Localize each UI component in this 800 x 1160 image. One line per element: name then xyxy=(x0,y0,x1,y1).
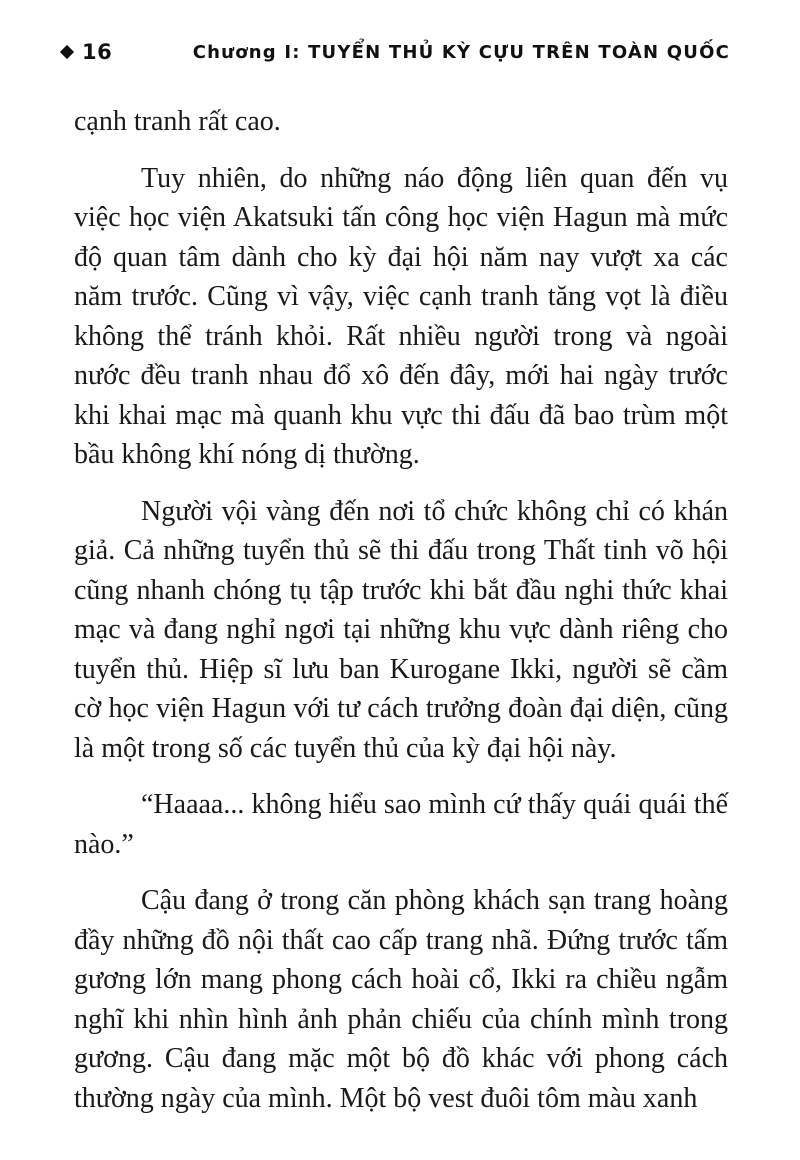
page-header xyxy=(62,34,730,70)
diamond-bullet-icon xyxy=(60,45,74,59)
page-number: 16 xyxy=(82,40,113,64)
paragraph: Cậu đang ở trong căn phòng khách sạn trang hoàng đầy những đồ nội thất cao cấp trang nhã. Đứng trước tấm gương lớn mang phong cách hoài cổ, Ikki ra chiều ngẫm nghĩ khi nhìn hình ảnh phản chiếu của chính mình trong gương. Cậu đang mặc một bộ đồ khác với phong cách thường ngày của mình. Một bộ vest đuôi tôm màu xanh xyxy=(74,885,728,1114)
paragraph: Người vội vàng đến nơi tổ chức không chỉ có khán giả. Cả những tuyển thủ sẽ thi đấu trong Thất tinh võ hội cũng nhanh chóng tụ tập trước khi bắt đầu nghi thức khai mạc và đang nghỉ ngơi tại những khu vực dành riêng cho tuyển thủ. Hiệp sĩ lưu ban Kurogane Ikki, người sẽ cầm cờ học viện Hagun với tư cách trưởng đoàn đại diện, cũng là một trong số các tuyển thủ của kỳ đại hội này. xyxy=(74,495,728,764)
paragraph: Tuy nhiên, do những náo động liên quan đến vụ việc học viện Akatsuki tấn công học viện Hagun mà mức độ quan tâm dành cho kỳ đại hội năm nay vượt xa các năm trước. Cũng vì vậy, việc cạnh tranh tăng vọt là điều không thể tránh khỏi. Rất nhiều người trong và ngoài nước đều tranh nhau đổ xô đến đây, mới hai ngày trước khi khai mạc mà quanh khu vực thi đấu đã bao trùm một bầu không khí nóng dị thường. xyxy=(74,162,728,470)
chapter-running-title: Chương I: TUYỂN THỦ KỲ CỰU TRÊN TOÀN QUỐC xyxy=(192,41,730,63)
paragraph-continuation: cạnh tranh rất cao. xyxy=(74,106,281,137)
body-text xyxy=(74,102,728,1118)
paragraph-dialogue: “Haaaa... không hiểu sao mình cứ thấy quái quái thế nào.” xyxy=(74,789,728,860)
page-number-group xyxy=(62,40,112,64)
